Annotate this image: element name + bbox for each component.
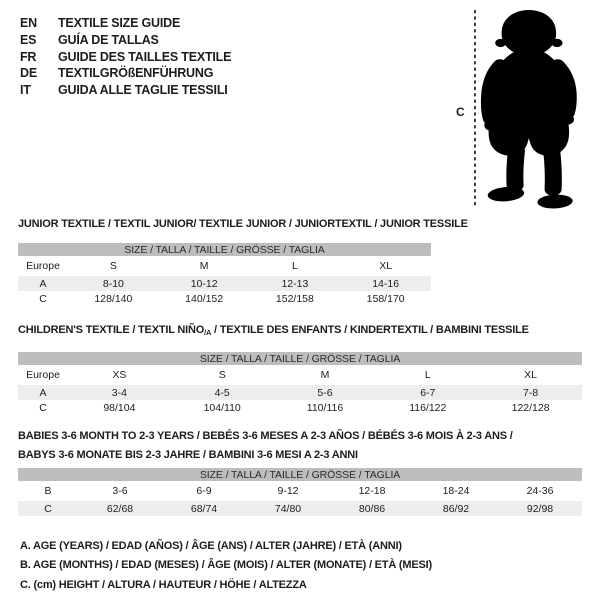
table-row: [18, 481, 582, 501]
size-table-junior: [18, 243, 431, 306]
table-cell: 3-4: [111, 386, 127, 399]
table-cell: 14-16: [372, 277, 400, 290]
row-label: Europe: [26, 260, 60, 272]
title-text: CHILDREN'S TEXTILE / TEXTIL NIÑO: [18, 324, 205, 336]
language-code: DE: [20, 66, 37, 81]
height-marker-label: C: [456, 105, 465, 119]
language-row: [20, 15, 231, 32]
language-list: [20, 15, 231, 99]
size-header-bar: SIZE / TALLA / TAILLE / GRÖSSE / TAGLIA: [18, 468, 582, 481]
language-label: TEXTILGRÖßENFÜHRUNG: [58, 66, 214, 81]
table-cell: XS: [112, 369, 127, 381]
table-cell: 4-5: [214, 386, 230, 399]
size-table-babies: [18, 468, 582, 516]
table-cell: 62/68: [106, 502, 134, 515]
table-cell: 3-6: [112, 485, 128, 497]
footnote-b: B. AGE (MONTHS) / EDAD (MESES) / ÂGE (MOIS) / ALTER (MONATE) / ETÀ (MESI): [20, 559, 432, 572]
table-row: [18, 400, 582, 415]
junior-table-section: [18, 218, 468, 306]
size-table-children: [18, 352, 582, 415]
table-title: [18, 427, 582, 465]
size-header-bar: SIZE / TALLA / TAILLE / GRÖSSE / TAGLIA: [18, 243, 431, 256]
table-cell: 122/128: [511, 401, 550, 414]
row-label: C: [39, 401, 47, 414]
table-title: JUNIOR TEXTILE / TEXTIL JUNIOR/ TEXTILE JUNIOR / JUNIORTEXTIL / JUNIOR TESSILE: [18, 218, 468, 230]
footnote-a: A. AGE (YEARS) / EDAD (AÑOS) / ÂGE (ANS) / ALTER (JAHRE) / ETÀ (ANNI): [20, 540, 402, 552]
language-row: [20, 82, 231, 99]
toddler-silhouette-figure: [472, 6, 592, 212]
table-cell: 152/158: [275, 292, 314, 305]
language-label: TEXTILE SIZE GUIDE: [58, 16, 181, 30]
table-row: [18, 365, 582, 385]
title-text: / TEXTILE DES ENFANTS / KINDERTEXTIL / BAMBINI TESSILE: [211, 324, 529, 336]
language-row: [20, 65, 231, 82]
table-cell: 68/74: [190, 502, 218, 515]
language-code: ES: [20, 32, 37, 47]
table-cell: 6-7: [420, 386, 436, 399]
row-label: C: [39, 292, 47, 305]
table-cell: 6-9: [196, 485, 212, 497]
table-row: [18, 501, 582, 516]
table-cell: 5-6: [317, 386, 333, 399]
table-cell: L: [291, 260, 298, 272]
children-table-section: [18, 324, 582, 415]
table-cell: 9-12: [277, 485, 299, 497]
table-cell: 10-12: [190, 277, 218, 290]
language-label: GUÍA DE TALLAS: [58, 32, 159, 47]
row-label: A: [39, 277, 47, 290]
size-header-row: [18, 352, 582, 365]
table-cell: S: [109, 260, 117, 272]
table-cell: 12-18: [358, 485, 386, 497]
title-line: BABIES 3-6 MONTH TO 2-3 YEARS / BEBÉS 3-6 MESES A 2-3 AÑOS / BÉBÉS 3-6 MOIS À 2-3 ANS /: [18, 430, 513, 442]
toddler-figure: [484, 10, 574, 209]
table-cell: S: [218, 369, 226, 381]
size-header-row: [18, 468, 582, 481]
table-row: [18, 276, 431, 291]
language-code: IT: [20, 83, 31, 98]
language-label: GUIDA ALLE TAGLIE TESSILI: [58, 83, 228, 98]
table-cell: 74/80: [274, 502, 302, 515]
table-cell: 12-13: [281, 277, 309, 290]
table-cell: 140/152: [185, 292, 224, 305]
table-cell: L: [424, 369, 431, 381]
row-label: C: [44, 502, 52, 515]
language-code: EN: [20, 16, 37, 30]
table-cell: XL: [379, 260, 393, 272]
table-row: [18, 291, 431, 306]
table-cell: 128/140: [94, 292, 133, 305]
table-row: [18, 385, 582, 400]
table-cell: 24-36: [526, 485, 554, 497]
footnote-c: C. (cm) HEIGHT / ALTURA / HAUTEUR / HÖHE / ALTEZZA: [20, 578, 307, 591]
table-cell: 116/122: [409, 401, 447, 414]
title-line: BABYS 3-6 MONATE BIS 2-3 JAHRE / BAMBINI 3-6 MESI A 2-3 ANNI: [18, 449, 358, 461]
table-row: [18, 256, 431, 276]
table-cell: 158/170: [366, 292, 405, 305]
size-header-bar: SIZE / TALLA / TAILLE / GRÖSSE / TAGLIA: [18, 352, 582, 365]
table-cell: M: [320, 369, 330, 381]
table-cell: 92/98: [526, 502, 554, 515]
row-label: B: [44, 485, 52, 497]
table-cell: 104/110: [203, 401, 241, 414]
row-label: A: [39, 386, 47, 399]
table-cell: 98/104: [103, 401, 136, 414]
table-cell: 7-8: [523, 386, 539, 399]
table-cell: 8-10: [102, 277, 124, 290]
footnotes: [20, 537, 432, 595]
language-row: [20, 49, 231, 66]
table-cell: M: [199, 260, 209, 272]
table-cell: 110/116: [306, 401, 344, 414]
table-cell: 86/92: [442, 502, 470, 515]
row-label: Europe: [26, 369, 60, 381]
size-header-row: [18, 243, 431, 256]
title-subscript: /A: [204, 328, 212, 337]
table-title: [18, 324, 582, 339]
table-cell: 80/86: [358, 502, 386, 515]
language-code: FR: [20, 49, 37, 64]
language-row: [20, 32, 231, 49]
table-cell: 18-24: [442, 485, 470, 497]
babies-table-section: [18, 427, 582, 516]
table-cell: XL: [524, 369, 538, 381]
language-label: GUIDE DES TAILLES TEXTILE: [58, 49, 232, 64]
